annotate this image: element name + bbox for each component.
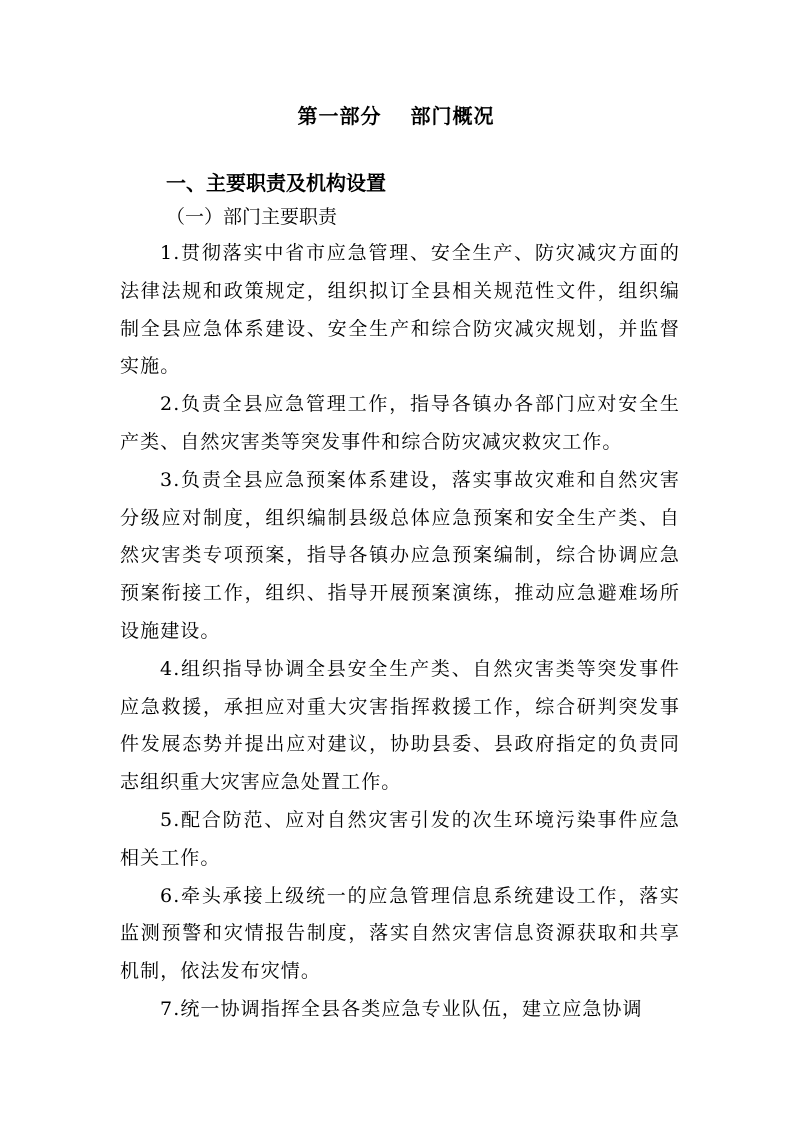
- paragraph-duty-6: 6.牵头承接上级统一的应急管理信息系统建设工作，落实监测预警和灾情报告制度，落实自然灾害信息资源获取和共享机制，依法发布灾情。: [120, 884, 680, 983]
- paragraph-duty-2: 2.负责全县应急管理工作，指导各镇办各部门应对安全生产类、自然灾害类等突发事件和综合防灾减灾救灾工作。: [120, 393, 680, 453]
- paragraph-duty-3: 3.负责全县应急预案体系建设，落实事故灾难和自然灾害分级应对制度，组织编制县级总体应急预案和安全生产类、自然灾害类专项预案，指导各镇办应急预案编制，综合协调应急预案衔接工作，组织、指导开展预案演练，推动应急避难场所设施建设。: [120, 468, 680, 642]
- paragraph-duty-5: 5.配合防范、应对自然灾害引发的次生环境污染事件应急相关工作。: [120, 808, 680, 869]
- document-body: [120, 167, 680, 1029]
- paragraph-duty-4: 4.组织指导协调全县安全生产类、自然灾害类等突发事件应急救援，承担应对重大灾害指挥救援工作，综合研判突发事件发展态势并提出应对建议，协助县委、县政府指定的负责同志组织重大灾害应急处置工作。: [120, 657, 680, 794]
- section-heading: 一、主要职责及机构设置: [166, 171, 386, 195]
- paragraph-duty-7: 7.统一协调指挥全县各类应急专业队伍，建立应急协调: [160, 997, 643, 1020]
- subsection-heading: （一）部门主要职责: [166, 206, 338, 228]
- page-title: 第一部分 部门概况: [297, 104, 495, 128]
- paragraph-duty-1: 1.贯彻落实中省市应急管理、安全生产、防灾减灾方面的法律法规和政策规定，组织拟订全县相关规范性文件，组织编制全县应急体系建设、安全生产和综合防灾减灾规划，并监督实施。: [120, 242, 680, 378]
